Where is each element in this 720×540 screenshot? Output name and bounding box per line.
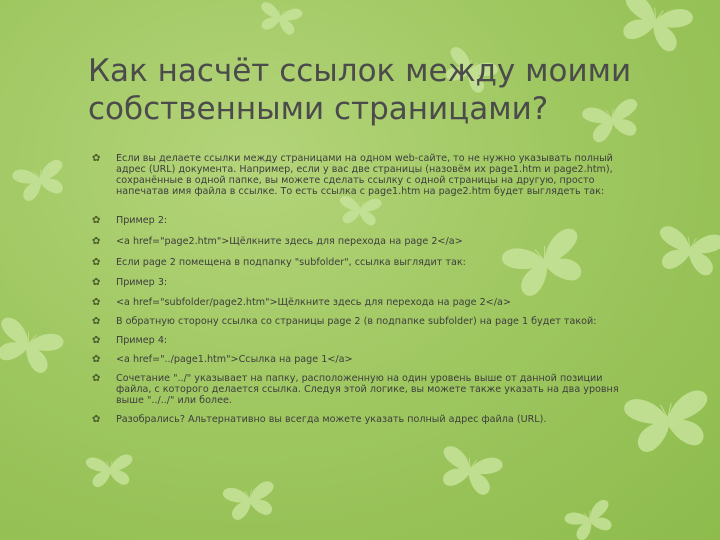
bullet-item [92,316,632,327]
bullet-text: Если page 2 помещена в подпапку "subfolder", ссылка выглядит так: [116,257,466,268]
bullet-item [92,297,632,308]
bullet-item [92,236,632,247]
bullet-item [92,257,632,268]
bullet-text: Разобрались? Альтернативно вы всегда можете указать полный адрес файла (URL). [116,414,547,425]
bullet-list [92,153,632,425]
bullet-text: Пример 2: [116,215,168,226]
bullet-item [92,153,632,207]
butterfly-bullet-icon: ✿ [92,414,101,425]
bullet-item [92,215,632,226]
butterfly-bullet-icon: ✿ [92,297,101,308]
bullet-item [92,335,632,346]
bullet-text: Пример 3: [116,277,168,288]
butterfly-bullet-icon: ✿ [92,236,101,247]
butterfly-bullet-icon: ✿ [92,257,101,268]
butterfly-bullet-icon: ✿ [92,335,101,346]
butterfly-bullet-icon: ✿ [92,373,101,384]
bullet-text: <a href="../page1.htm">Ссылка на page 1</a> [116,354,353,365]
bullet-text: В обратную сторону ссылка со страницы page 2 (в подпапке subfolder) на page 1 будет такой: [116,316,597,327]
butterfly-bullet-icon: ✿ [92,277,101,288]
bullet-text: <a href="subfolder/page2.htm">Щёлкните здесь для перехода на page 2</a> [116,297,511,308]
butterfly-bullet-icon: ✿ [92,316,101,327]
bullet-item [92,277,632,288]
bullet-text: <a href="page2.htm">Щёлкните здесь для перехода на page 2</a> [116,236,463,247]
bullet-item [92,373,632,406]
bullet-text: Пример 4: [116,335,168,346]
slide-title: Как насчёт ссылок между моими собственными страницами? [88,53,632,127]
bullet-item [92,354,632,365]
bullet-item [92,414,632,425]
bullet-text: Сочетание "../" указывает на папку, расположенную на один уровень выше от данной позиции файла, с которого делается ссылка. Следуя этой логике, вы можете также указать на два уровня выше "../../" или более. [116,373,619,406]
butterfly-bullet-icon: ✿ [92,215,101,226]
bullet-text: Если вы делаете ссылки между страницами на одном web-сайте, то не нужно указывать полный адрес (URL) документа. Например, если у вас две страницы (назовём их page1.htm и page2.htm), сохранённые в одной папке, вы можете сделать ссылку с одной страницы на другую, просто напечатав имя файла в ссылке. То есть ссылка с page1.htm на page2.htm будет выглядеть так: [116,153,613,197]
butterfly-bullet-icon: ✿ [92,354,101,365]
butterfly-bullet-icon: ✿ [92,153,101,164]
